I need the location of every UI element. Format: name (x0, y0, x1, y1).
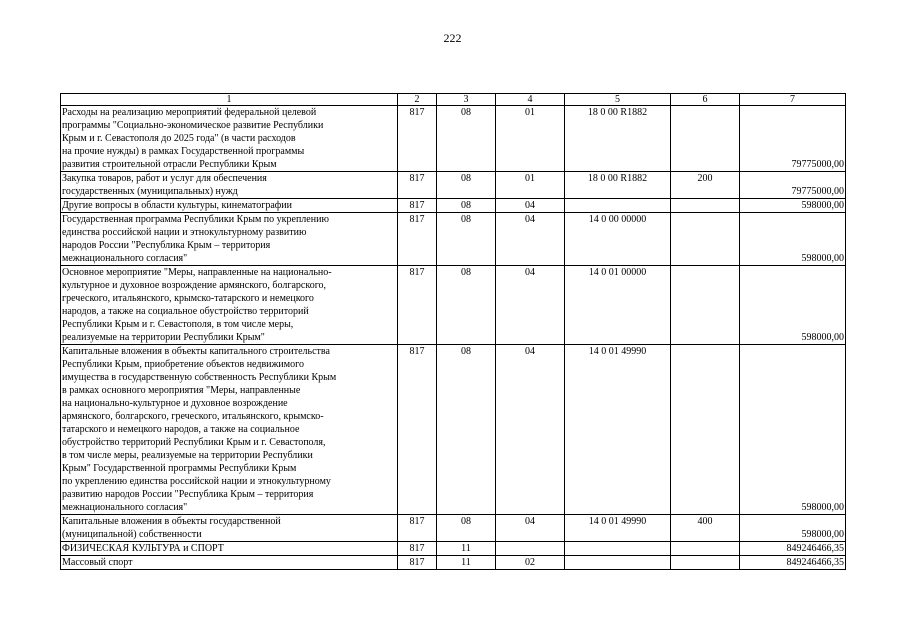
target-article-cell (565, 556, 671, 570)
item-name-cell: ФИЗИЧЕСКАЯ КУЛЬТУРА и СПОРТ (61, 542, 398, 556)
table-row (61, 199, 846, 213)
item-name-cell: Капитальные вложения в объекты государственной (муниципальной) собственности (61, 515, 398, 542)
section-code-cell: 08 (437, 345, 496, 515)
subsection-code-cell: 04 (496, 213, 565, 266)
expense-type-cell (671, 106, 740, 172)
subsection-code-cell: 01 (496, 106, 565, 172)
subsection-code-cell: 01 (496, 172, 565, 199)
target-article-cell: 18 0 00 R1882 (565, 106, 671, 172)
section-code-cell: 08 (437, 172, 496, 199)
table-row (61, 106, 846, 172)
target-article-cell: 14 0 01 00000 (565, 266, 671, 345)
target-article-cell: 14 0 00 00000 (565, 213, 671, 266)
amount-cell: 598000,00 (740, 266, 846, 345)
section-code-cell: 11 (437, 542, 496, 556)
expense-type-cell (671, 266, 740, 345)
column-header-1: 1 (61, 94, 398, 106)
amount-cell: 598000,00 (740, 199, 846, 213)
item-name-cell: Другие вопросы в области культуры, кинематографии (61, 199, 398, 213)
target-article-cell: 14 0 01 49990 (565, 515, 671, 542)
section-code-cell: 08 (437, 106, 496, 172)
table-row (61, 345, 846, 515)
grbs-code-cell: 817 (398, 213, 437, 266)
column-header-6: 6 (671, 94, 740, 106)
grbs-code-cell: 817 (398, 515, 437, 542)
column-header-4: 4 (496, 94, 565, 106)
expense-type-cell: 400 (671, 515, 740, 542)
budget-table (60, 93, 846, 570)
page-number: 222 (443, 31, 462, 45)
target-article-cell: 18 0 00 R1882 (565, 172, 671, 199)
table-body (61, 106, 846, 570)
grbs-code-cell: 817 (398, 199, 437, 213)
target-article-cell (565, 199, 671, 213)
expense-type-cell (671, 542, 740, 556)
subsection-code-cell: 04 (496, 515, 565, 542)
section-code-cell: 08 (437, 266, 496, 345)
table-row (61, 172, 846, 199)
target-article-cell (565, 542, 671, 556)
grbs-code-cell: 817 (398, 172, 437, 199)
item-name-cell: Закупка товаров, работ и услуг для обеспечения государственных (муниципальных) нужд (61, 172, 398, 199)
subsection-code-cell: 04 (496, 345, 565, 515)
subsection-code-cell (496, 542, 565, 556)
item-name-cell: Расходы на реализацию мероприятий федеральной целевой программы "Социально-экономическое развитие Республики Крым и г. Севастополя до 2025 года" (в части расходов на прочие нужды) в рамках Государственной программы развития строительной отрасли Республики Крым (61, 106, 398, 172)
amount-cell: 598000,00 (740, 213, 846, 266)
item-name-cell: Государственная программа Республики Крым по укреплению единства российской нации и этнокультурному развитию народов России "Республика Крым – территория межнационального согласия" (61, 213, 398, 266)
amount-cell: 79775000,00 (740, 106, 846, 172)
item-name-cell: Основное мероприятие "Меры, направленные на национально- культурное и духовное возрождение армянского, болгарского, греческого, итальянского, крымско-татарского и немецкого народов, а также на социальное обустройство территорий Республики Крым и г. Севастополя, в том числе меры, реализуемые на территории Республики Крым" (61, 266, 398, 345)
amount-cell: 598000,00 (740, 345, 846, 515)
amount-cell: 849246466,35 (740, 542, 846, 556)
section-code-cell: 08 (437, 515, 496, 542)
table-row (61, 542, 846, 556)
item-name-cell: Капитальные вложения в объекты капитального строительства Республики Крым, приобретение объектов недвижимого имущества в государственную собственность Республики Крым в рамках основного мероприятия "Меры, направленные на национально-культурное и духовное возрождение армянского, болгарского, греческого, итальянского, крымско- татарского и немецкого народов, а также на социальное обустройство территорий Республики Крым и г. Севастополя, в том числе меры, реализуемые на территории Республики Крым" Государственной программы Республики Крым по укреплению единства российской нации и этнокультурному развитию народов России "Республика Крым – территория межнационального согласия" (61, 345, 398, 515)
expense-type-cell (671, 345, 740, 515)
subsection-code-cell: 04 (496, 266, 565, 345)
section-code-cell: 08 (437, 199, 496, 213)
section-code-cell: 11 (437, 556, 496, 570)
amount-cell: 79775000,00 (740, 172, 846, 199)
table-row (61, 556, 846, 570)
subsection-code-cell: 02 (496, 556, 565, 570)
subsection-code-cell: 04 (496, 199, 565, 213)
column-header-7: 7 (740, 94, 846, 106)
grbs-code-cell: 817 (398, 542, 437, 556)
table-row (61, 515, 846, 542)
amount-cell: 598000,00 (740, 515, 846, 542)
amount-cell: 849246466,35 (740, 556, 846, 570)
grbs-code-cell: 817 (398, 106, 437, 172)
column-header-2: 2 (398, 94, 437, 106)
section-code-cell: 08 (437, 213, 496, 266)
expense-type-cell (671, 213, 740, 266)
column-number-row (61, 94, 846, 106)
grbs-code-cell: 817 (398, 345, 437, 515)
item-name-cell: Массовый спорт (61, 556, 398, 570)
table-row (61, 266, 846, 345)
table-row (61, 213, 846, 266)
expense-type-cell: 200 (671, 172, 740, 199)
column-header-3: 3 (437, 94, 496, 106)
target-article-cell: 14 0 01 49990 (565, 345, 671, 515)
grbs-code-cell: 817 (398, 266, 437, 345)
expense-type-cell (671, 556, 740, 570)
expense-type-cell (671, 199, 740, 213)
grbs-code-cell: 817 (398, 556, 437, 570)
column-header-5: 5 (565, 94, 671, 106)
